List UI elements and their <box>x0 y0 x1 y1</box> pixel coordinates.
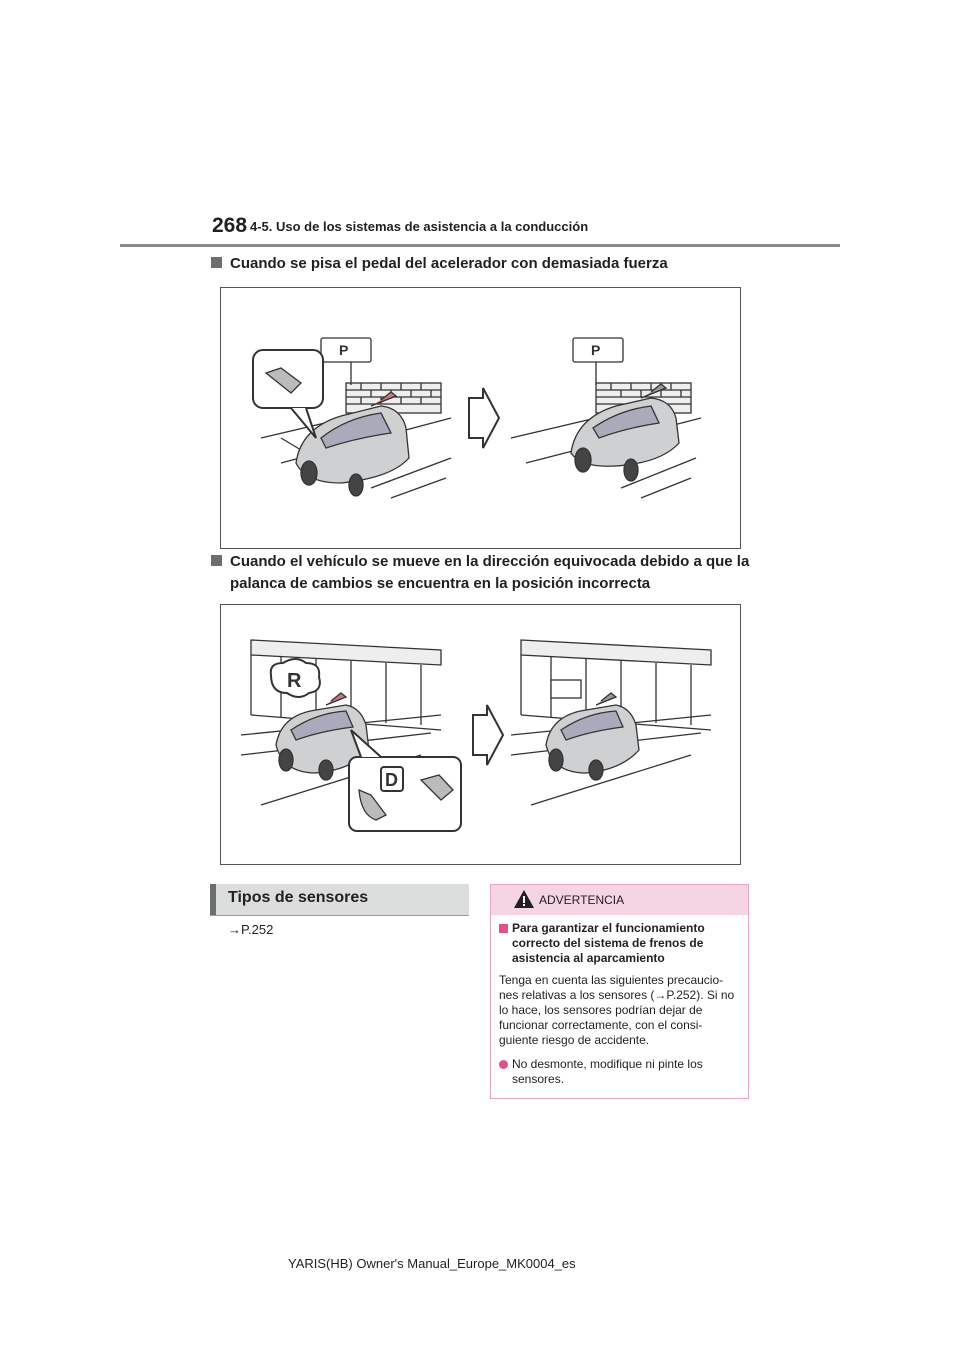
header-rule <box>120 244 840 247</box>
sign-left-text: P <box>339 342 349 358</box>
figure-accelerator-illustration <box>220 287 741 549</box>
heading-wrong-direction <box>211 551 751 595</box>
page-number: 268 <box>212 214 248 237</box>
heading-wrong-direction-line2: palanca de cambios se encuentra en la posición incorrecta <box>230 575 651 592</box>
warning-header <box>491 885 748 915</box>
sensor-types-title: Tipos de sensores <box>228 889 369 906</box>
warning-item-title-text: Para garantizar el funcionamiento correcto del sistema de frenos de asistencia al aparcamiento <box>512 921 705 965</box>
warning-icon <box>513 889 535 909</box>
gear-r-text: R <box>287 670 302 692</box>
warning-item-title <box>499 921 745 966</box>
warning-bullet-text: No desmonte, modifique ni pinte los sensores. <box>512 1057 703 1086</box>
warning-label: ADVERTENCIA <box>539 893 625 907</box>
gear-d-text: D <box>385 770 398 790</box>
sensor-types-rule <box>210 915 469 916</box>
sensor-types-heading <box>210 884 469 915</box>
section-title: 4-5. Uso de los sistemas de asistencia a la conducción <box>250 219 589 234</box>
circle-bullet-icon <box>499 1060 508 1069</box>
sign-right-text: P <box>591 342 601 358</box>
square-bullet-icon <box>499 924 508 933</box>
warning-box <box>490 884 749 1099</box>
warning-paragraph: Tenga en cuenta las siguientes precaucio- nes relativas a los sensores (→P.252). Si no lo hace, los sensores podrían dejar de funcionar correctamente, con el consi- guiente riesgo de accidente. <box>499 973 735 1047</box>
heading-wrong-direction-line1: Cuando el vehículo se mueve en la dirección equivocada debido a que la <box>230 553 750 570</box>
heading-accelerator <box>211 253 668 275</box>
sensor-page-reference: →P.252 <box>228 922 274 937</box>
footer-manual-id: YARIS(HB) Owner's Manual_Europe_MK0004_es <box>288 1256 576 1271</box>
heading-square-icon <box>211 257 222 268</box>
heading-square-icon <box>211 555 222 566</box>
warning-body <box>499 921 745 1087</box>
warning-bullet <box>499 1057 745 1087</box>
heading-accelerator-text: Cuando se pisa el pedal del acelerador con demasiada fuerza <box>230 255 668 272</box>
figure-wrong-direction-illustration <box>220 604 741 865</box>
